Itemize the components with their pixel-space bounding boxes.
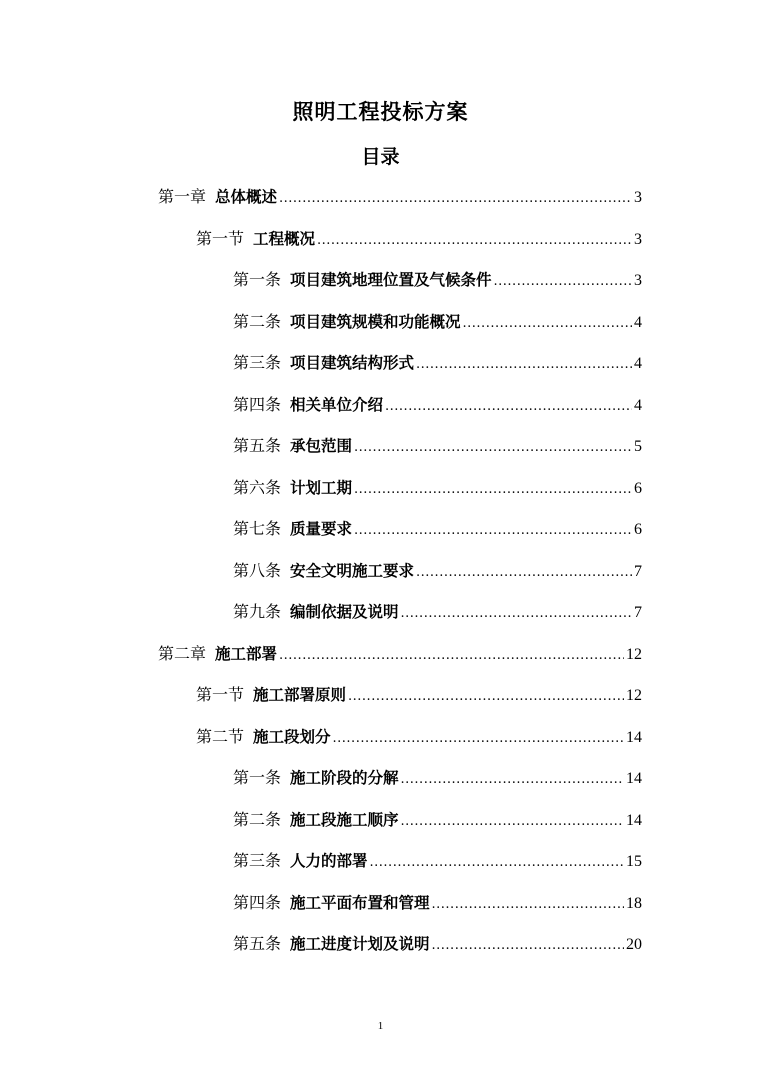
toc-dot-leader <box>401 767 624 793</box>
toc-entry-number: 第六条 <box>233 478 282 497</box>
toc-dot-leader <box>279 643 624 669</box>
toc-entry-page: 14 <box>626 729 642 746</box>
toc-dot-leader <box>432 933 624 959</box>
toc-entry[interactable] <box>158 641 642 667</box>
document-title: 照明工程投标方案 <box>292 100 469 124</box>
toc-entry-number: 第一节 <box>196 229 245 248</box>
toc-entry-number: 第九条 <box>233 602 282 621</box>
toc-entry-number: 第七条 <box>233 519 282 538</box>
toc-entry-page: 4 <box>634 397 642 414</box>
toc-entry-number: 第五条 <box>233 436 282 455</box>
toc-dot-leader <box>317 228 632 254</box>
toc-dot-leader <box>348 684 624 710</box>
toc-dot-leader <box>494 269 632 295</box>
toc-dot-leader <box>401 809 624 835</box>
toc-entry-title: 施工段施工顺序 <box>290 811 399 829</box>
toc-entry-number: 第八条 <box>233 561 282 580</box>
toc-entry-title: 项目建筑规模和功能概况 <box>290 313 461 331</box>
toc-entry[interactable] <box>196 226 642 252</box>
toc-entry-page: 6 <box>634 521 642 538</box>
toc-entry-page: 14 <box>626 770 642 787</box>
toc-dot-leader <box>416 352 632 378</box>
toc-entry-title: 计划工期 <box>290 479 353 497</box>
toc-entry-page: 14 <box>626 812 642 829</box>
toc-entry[interactable] <box>233 848 642 874</box>
toc-entry-title: 总体概述 <box>215 188 278 206</box>
toc-entry-number: 第四条 <box>233 893 282 912</box>
toc-entry-number: 第二节 <box>196 727 245 746</box>
toc-entry-title: 项目建筑结构形式 <box>290 354 415 372</box>
toc-dot-leader <box>354 477 632 503</box>
toc-entry-number: 第一条 <box>233 768 282 787</box>
toc-entry-number: 第一节 <box>196 685 245 704</box>
toc-entry-number: 第一章 <box>158 187 207 206</box>
page-number: 1 <box>377 1020 384 1032</box>
toc-entry-number: 第一条 <box>233 270 282 289</box>
toc-entry[interactable] <box>233 392 642 418</box>
toc-dot-leader <box>432 892 624 918</box>
toc-dot-leader <box>354 518 632 544</box>
toc-entry-page: 3 <box>634 272 642 289</box>
toc-entry-title: 工程概况 <box>253 230 316 248</box>
toc-dot-leader <box>416 560 632 586</box>
toc-entry-number: 第三条 <box>233 353 282 372</box>
toc-entry-title: 项目建筑地理位置及气候条件 <box>290 271 492 289</box>
toc-entry-page: 12 <box>626 687 642 704</box>
toc-dot-leader <box>370 850 624 876</box>
toc-entry-page: 18 <box>626 895 642 912</box>
toc-entry-title: 安全文明施工要求 <box>290 562 415 580</box>
toc-dot-leader <box>354 435 632 461</box>
toc-entry-number: 第二条 <box>233 810 282 829</box>
toc-heading: 目录 <box>361 146 400 168</box>
toc-entry[interactable] <box>233 558 642 584</box>
toc-entry-title: 施工阶段的分解 <box>290 769 399 787</box>
toc-entry[interactable] <box>196 724 642 750</box>
toc-entry[interactable] <box>233 309 642 335</box>
toc-entry-page: 20 <box>626 936 642 953</box>
toc-entry-number: 第五条 <box>233 934 282 953</box>
toc-entry-page: 15 <box>626 853 642 870</box>
toc-entry-title: 施工部署原则 <box>253 686 347 704</box>
toc-entry-title: 施工进度计划及说明 <box>290 935 430 953</box>
toc-dot-leader <box>401 601 632 627</box>
toc-entry-number: 第二章 <box>158 644 207 663</box>
toc-entry[interactable] <box>233 475 642 501</box>
toc-entry-page: 6 <box>634 480 642 497</box>
toc-entry[interactable] <box>196 682 642 708</box>
toc-entry[interactable] <box>233 807 642 833</box>
toc-entry-title: 人力的部署 <box>290 852 368 870</box>
toc-entry-title: 施工平面布置和管理 <box>290 894 430 912</box>
toc-entry-title: 施工部署 <box>215 645 278 663</box>
toc-entry-page: 3 <box>634 231 642 248</box>
toc-dot-leader <box>333 726 624 752</box>
toc-dot-leader <box>279 186 632 212</box>
toc-entry[interactable] <box>233 599 642 625</box>
toc-entry-number: 第二条 <box>233 312 282 331</box>
toc-entry-page: 12 <box>626 646 642 663</box>
toc-entry[interactable] <box>233 433 642 459</box>
toc-entry[interactable] <box>233 765 642 791</box>
toc-entry-page: 3 <box>634 189 642 206</box>
toc-entry-number: 第四条 <box>233 395 282 414</box>
toc-entry[interactable] <box>233 350 642 376</box>
toc-entry-page: 4 <box>634 355 642 372</box>
toc-entry-page: 4 <box>634 314 642 331</box>
toc-entry[interactable] <box>233 516 642 542</box>
toc-entry-page: 7 <box>634 563 642 580</box>
toc-entry[interactable] <box>233 267 642 293</box>
toc-entry-page: 5 <box>634 438 642 455</box>
toc-entry-number: 第三条 <box>233 851 282 870</box>
toc-entry-title: 相关单位介绍 <box>290 396 384 414</box>
toc-entry[interactable] <box>233 890 642 916</box>
toc-entry-title: 施工段划分 <box>253 728 331 746</box>
toc-entry[interactable] <box>233 931 642 957</box>
toc-entry-page: 7 <box>634 604 642 621</box>
toc-entry-title: 编制依据及说明 <box>290 603 399 621</box>
toc-dot-leader <box>385 394 632 420</box>
toc-entry[interactable] <box>158 184 642 210</box>
toc-dot-leader <box>463 311 632 337</box>
toc-entry-title: 承包范围 <box>290 437 353 455</box>
toc-entry-title: 质量要求 <box>290 520 353 538</box>
